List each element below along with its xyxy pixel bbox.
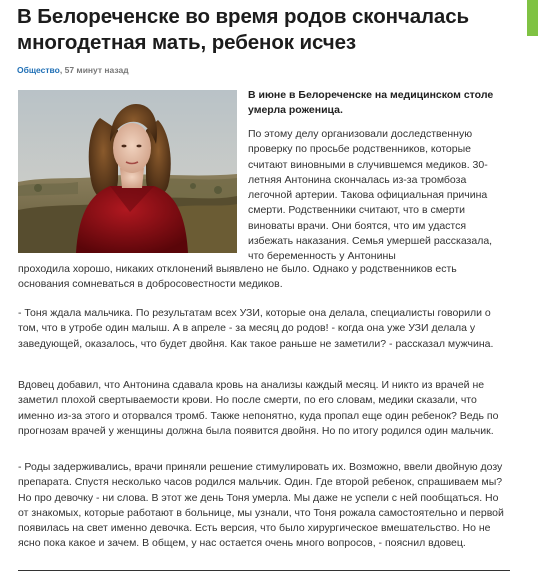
publish-time: 57 минут назад: [64, 65, 129, 75]
paragraph-1-top: По этому делу организовали доследственную проверку по просьбе родственников, которые считают виновными в случившемся медиков. 30-летняя Антонина скончалась из-за тромбоза легочной артерии. Такова официальная причина смерти. Родственники считают, что в смерти виноваты врачи. Они боятся, что им удастся избежать наказания. Семья умершей рассказала, что беременность у Антонины: [248, 128, 493, 263]
paragraph-3: Вдовец добавил, что Антонина сдавала кровь на анализы каждый месяц. И никто из врачей не заметил плохой свертываемости крови. Но после смерти, по его словам, медики сказали, что именно из-за этого и оторвался тромб. Также непонятно, куда пропал еще один ребенок? Ведь по прогнозам врачей у женщины должна была появится двойня. Но по итогу родился один мальчик.: [18, 379, 499, 437]
paragraph-4: - Роды задерживались, врачи приняли решение стимулировать их. Возможно, ввели двойную дозу препарата. Спустя несколько часов родился мальчик. Один. Где второй ребенок, спрашиваем мы? Но про девочку - ни слова. В этот же день Тоня умерла. Мы даже не успели с ней пообщаться. Но от знакомых, которые работают в больнице, мы узнали, что Тоня рожала самостоятельно и первой появилась на свет именно девочка. Есть версия, что было хирургическое вмешательство. Но не ясно пока какое и зачем. В общем, у нас остается очень много вопросов, - пояснил вдовец.: [18, 461, 504, 550]
paragraph-2: - Тоня ждала мальчика. По результатам всех УЗИ, которые она делала, специалисты говорили о том, что в утробе один малыш. А в апреле - за месяц до родов! - когда она уже УЗИ делала у заведующей, оказалось, что будет двойня. Как такое раньше не заметили? - рассказал мужчина.: [18, 307, 494, 350]
side-accent-strip: [527, 0, 538, 36]
category-link[interactable]: Общество: [17, 65, 60, 75]
article-bottom-divider: [18, 570, 510, 571]
article-photo: [18, 90, 237, 253]
article-lead: В июне в Белореченске на медицинском столе умерла роженица.: [248, 89, 494, 116]
article-meta: Общество, 57 минут назад: [17, 65, 129, 75]
article-title: В Белореченске во время родов скончалась многодетная мать, ребенок исчез: [17, 5, 470, 54]
paragraph-1-bottom: проходила хорошо, никаких отклонений выявлено не было. Однако у родственников есть основания сомневаться в добросовестности медиков.: [18, 263, 457, 291]
